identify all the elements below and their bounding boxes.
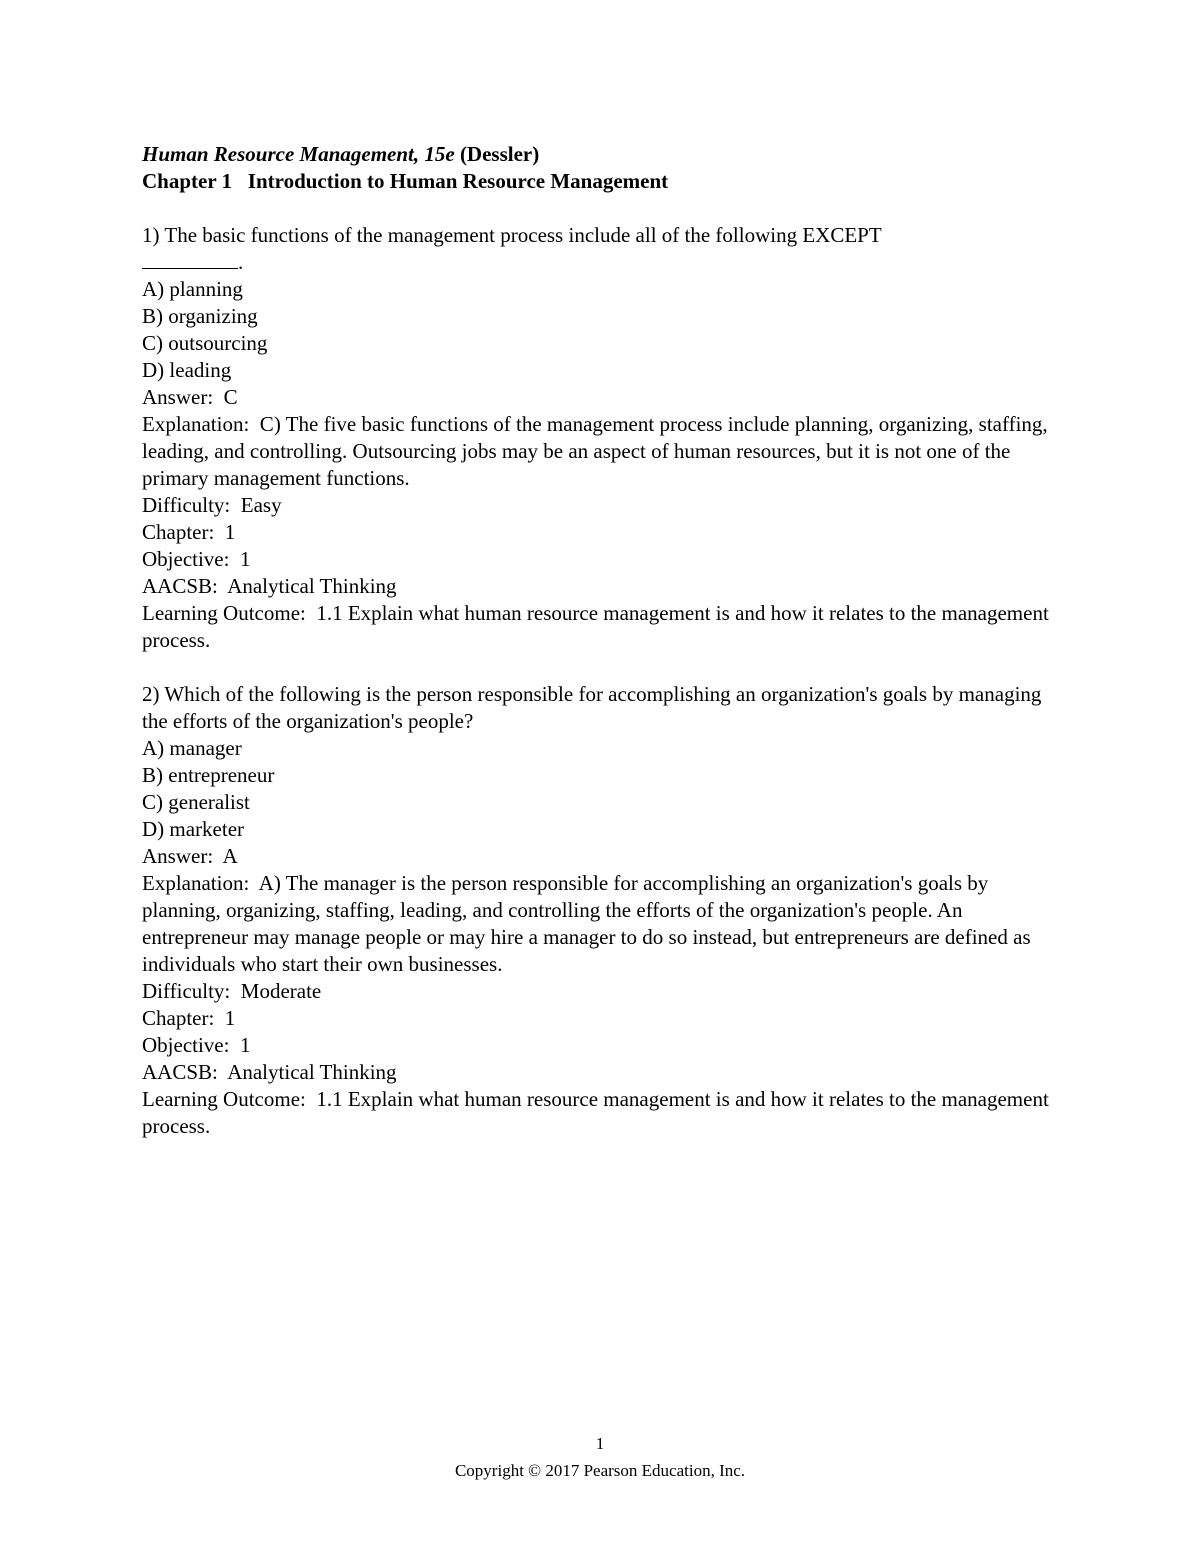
page-number: 1 bbox=[595, 1434, 605, 1453]
difficulty: Difficulty: Moderate bbox=[142, 979, 322, 1003]
explanation: Explanation: C) The five basic functions of the management process include planning, organizing, staffing, leading, and controlling. Outsourcing jobs may be an aspect of human resources, but it is not one of the primary management functions. bbox=[142, 412, 1053, 490]
learning-outcome: Learning Outcome: 1.1 Explain what human resource management is and how it relates to the management process. bbox=[142, 1087, 1055, 1138]
copyright-notice: Copyright © 2017 Pearson Education, Inc. bbox=[454, 1461, 746, 1480]
option-d: D) leading bbox=[142, 358, 232, 382]
chapter-meta: Chapter: 1 bbox=[142, 520, 236, 544]
question-stem: 1) The basic functions of the management process include all of the following EXCEPT bbox=[142, 223, 882, 247]
explanation: Explanation: A) The manager is the person responsible for accomplishing an organization's goals by planning, organizing, staffing, leading, and controlling the efforts of the organization's people. An entrepreneur may manage people or may hire a manager to do so instead, but entrepreneurs are defined as individuals who start their own businesses. bbox=[142, 871, 1036, 976]
aacsb: AACSB: Analytical Thinking bbox=[142, 574, 397, 598]
learning-outcome: Learning Outcome: 1.1 Explain what human resource management is and how it relates to the management process. bbox=[142, 601, 1055, 652]
option-b: B) entrepreneur bbox=[142, 763, 275, 787]
option-b: B) organizing bbox=[142, 304, 258, 328]
question-1 bbox=[142, 222, 1062, 654]
chapter-meta: Chapter: 1 bbox=[142, 1006, 236, 1030]
book-title-italic: Human Resource Management, 15e bbox=[142, 142, 455, 166]
question-2 bbox=[142, 681, 1062, 1140]
answer: Answer: C bbox=[142, 385, 238, 409]
option-a: A) manager bbox=[142, 736, 242, 760]
option-c: C) outsourcing bbox=[142, 331, 268, 355]
option-d: D) marketer bbox=[142, 817, 245, 841]
book-author: (Dessler) bbox=[454, 142, 540, 166]
stem-tail: . bbox=[238, 250, 244, 274]
option-a: A) planning bbox=[142, 277, 243, 301]
objective: Objective: 1 bbox=[142, 547, 251, 571]
book-title bbox=[142, 141, 1062, 168]
difficulty: Difficulty: Easy bbox=[142, 493, 282, 517]
aacsb: AACSB: Analytical Thinking bbox=[142, 1060, 397, 1084]
spacer bbox=[142, 195, 1062, 222]
question-stem: 2) Which of the following is the person responsible for accomplishing an organization's goals by managing the efforts of the organization's people? bbox=[142, 682, 1047, 733]
objective: Objective: 1 bbox=[142, 1033, 251, 1057]
answer: Answer: A bbox=[142, 844, 238, 868]
option-c: C) generalist bbox=[142, 790, 250, 814]
chapter-title: Chapter 1 Introduction to Human Resource Management bbox=[142, 169, 669, 193]
page-content bbox=[142, 141, 1062, 1140]
spacer bbox=[142, 654, 1062, 681]
answer-blank bbox=[142, 254, 238, 269]
question-blank-line bbox=[142, 249, 1062, 276]
